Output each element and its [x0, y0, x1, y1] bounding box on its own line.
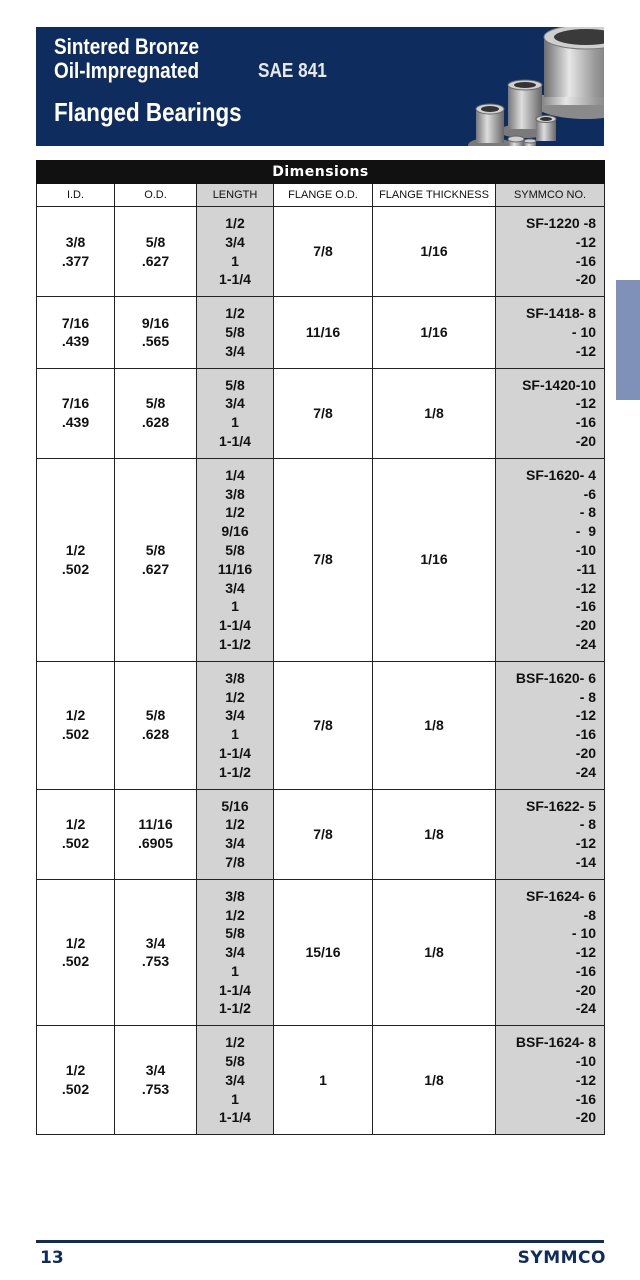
header-banner	[36, 27, 604, 146]
cell-flange-od: 7/8	[274, 458, 373, 661]
table-row	[37, 789, 605, 879]
cell-symmco-no: BSF-1620- 6 - 8 -12 -16 -20 -24	[496, 661, 605, 789]
table-row	[37, 458, 605, 661]
cell-od: 5/8 .628	[115, 661, 197, 789]
title-line-1: Sintered Bronze	[54, 34, 200, 59]
cell-symmco-no: SF-1620- 4 -6 - 8 - 9 -10 -11 -12 -16 -20 -24	[496, 458, 605, 661]
cell-symmco-no: SF-1420-10 -12 -16 -20	[496, 368, 605, 458]
table-row	[37, 879, 605, 1026]
cell-flange-od: 11/16	[274, 297, 373, 368]
cell-id: 1/2 .502	[37, 1026, 115, 1135]
cell-flange-thickness: 1/8	[373, 368, 496, 458]
column-header-flange-od: FLANGE O.D.	[274, 184, 373, 207]
footer-divider	[36, 1240, 604, 1243]
cell-symmco-no: SF-1418- 8 - 10 -12	[496, 297, 605, 368]
section-side-tab	[616, 280, 640, 400]
cell-flange-thickness: 1/16	[373, 297, 496, 368]
cell-od: 5/8 .627	[115, 458, 197, 661]
cell-length: 5/16 1/2 3/4 7/8	[197, 789, 274, 879]
cell-flange-thickness: 1/16	[373, 207, 496, 297]
cell-id: 1/2 .502	[37, 661, 115, 789]
table-body	[37, 207, 605, 1135]
cell-od: 9/16 .565	[115, 297, 197, 368]
cell-flange-od: 7/8	[274, 368, 373, 458]
cell-flange-thickness: 1/8	[373, 661, 496, 789]
cell-id: 1/2 .502	[37, 789, 115, 879]
column-header-symmco-no: SYMMCO NO.	[496, 184, 605, 207]
title-line-2: Oil-Impregnated	[54, 58, 200, 83]
cell-od: 5/8 .627	[115, 207, 197, 297]
cell-id: 1/2 .502	[37, 879, 115, 1026]
cell-flange-od: 7/8	[274, 661, 373, 789]
cell-symmco-no: SF-1220 -8 -12 -16 -20	[496, 207, 605, 297]
table-row	[37, 1026, 605, 1135]
cell-flange-thickness: 1/16	[373, 458, 496, 661]
table-row	[37, 207, 605, 297]
table-caption: Dimensions	[37, 161, 605, 184]
brand-logo-text: SYMMCO	[517, 1248, 606, 1268]
cell-flange-thickness: 1/8	[373, 1026, 496, 1135]
cell-flange-thickness: 1/8	[373, 879, 496, 1026]
table-row	[37, 368, 605, 458]
column-header-length: LENGTH	[197, 184, 274, 207]
cell-flange-thickness: 1/8	[373, 789, 496, 879]
cell-flange-od: 7/8	[274, 789, 373, 879]
cell-id: 7/16 .439	[37, 297, 115, 368]
cell-length: 3/8 1/2 5/8 3/4 1 1-1/4 1-1/2	[197, 879, 274, 1026]
cell-od: 3/4 .753	[115, 1026, 197, 1135]
flanged-bearings-image	[428, 27, 604, 146]
cell-length: 1/2 3/4 1 1-1/4	[197, 207, 274, 297]
cell-od: 3/4 .753	[115, 879, 197, 1026]
cell-flange-od: 15/16	[274, 879, 373, 1026]
cell-length: 1/2 5/8 3/4 1 1-1/4	[197, 1026, 274, 1135]
column-header-od: O.D.	[115, 184, 197, 207]
cell-flange-od: 7/8	[274, 207, 373, 297]
cell-id: 7/16 .439	[37, 368, 115, 458]
cell-flange-od: 1	[274, 1026, 373, 1135]
cell-id: 3/8 .377	[37, 207, 115, 297]
table-row	[37, 297, 605, 368]
page-title: Flanged Bearings	[54, 97, 242, 127]
page-number: 13	[40, 1248, 64, 1268]
cell-length: 5/8 3/4 1 1-1/4	[197, 368, 274, 458]
table-row	[37, 661, 605, 789]
cell-length: 1/4 3/8 1/2 9/16 5/8 11/16 3/4 1 1-1/4 1-1/2	[197, 458, 274, 661]
cell-id: 1/2 .502	[37, 458, 115, 661]
cell-od: 11/16 .6905	[115, 789, 197, 879]
column-header-flange-thickness: FLANGE THICKNESS	[373, 184, 496, 207]
cell-length: 1/2 5/8 3/4	[197, 297, 274, 368]
sae-label: SAE 841	[258, 60, 327, 82]
cell-symmco-no: BSF-1624- 8 -10 -12 -16 -20	[496, 1026, 605, 1135]
cell-od: 5/8 .628	[115, 368, 197, 458]
dimensions-table	[36, 160, 605, 1135]
cell-symmco-no: SF-1624- 6 -8 - 10 -12 -16 -20 -24	[496, 879, 605, 1026]
column-header-id: I.D.	[37, 184, 115, 207]
cell-symmco-no: SF-1622- 5 - 8 -12 -14	[496, 789, 605, 879]
cell-length: 3/8 1/2 3/4 1 1-1/4 1-1/2	[197, 661, 274, 789]
